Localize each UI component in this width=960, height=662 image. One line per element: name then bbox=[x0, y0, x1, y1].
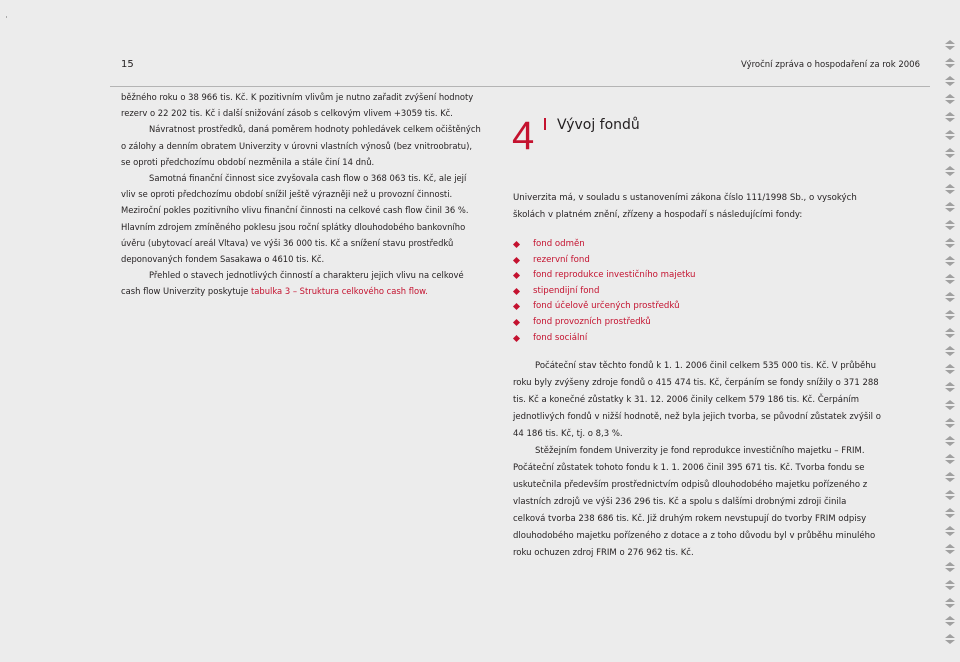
margin-diamond-icon bbox=[944, 112, 956, 122]
margin-diamond-icon bbox=[944, 76, 956, 86]
margin-diamond-icon bbox=[944, 526, 956, 536]
margin-diamond-icon bbox=[944, 436, 956, 446]
margin-diamond-icon bbox=[944, 634, 956, 644]
list-item bbox=[513, 237, 696, 253]
margin-diamond-icon bbox=[944, 544, 956, 554]
left-paragraph-3: Samotná finanční činnost sice zvyšovala cash flow o 368 063 tis. Kč, ale její vliv se oproti předchozímu období snížil ještě výrazněji než u provozní činnosti. Meziroční pokles pozitivního vlivu finanční činnosti na celkové cash flow činil 36 %. Hlavním zdrojem zmíněného poklesu jsou roční splátky dlouhodobého bankovního úvěru (ubytovací areál Vltava) ve výši 36 000 tis. Kč a snížení stavu prostředků deponovaných fondem Sasakawa o 4610 tis. Kč. bbox=[121, 173, 469, 265]
fund-label: fond účelově určených prostředků bbox=[533, 301, 680, 312]
fund-label: fond reprodukce investičního majetku bbox=[533, 270, 696, 281]
margin-diamond-icon bbox=[944, 580, 956, 590]
list-item bbox=[513, 268, 696, 284]
margin-diamond-icon bbox=[944, 58, 956, 68]
section-title: Vývoj fondů bbox=[557, 117, 640, 133]
margin-diamond-icon bbox=[944, 616, 956, 626]
list-item bbox=[513, 331, 696, 347]
margin-diamond-icon bbox=[944, 598, 956, 608]
margin-diamond-icon bbox=[944, 382, 956, 392]
margin-diamond-icon bbox=[944, 130, 956, 140]
diamond-bullet-icon bbox=[513, 241, 520, 248]
list-item bbox=[513, 299, 696, 315]
margin-diamond-icon bbox=[944, 238, 956, 248]
funds-list bbox=[513, 237, 696, 346]
margin-diamond-icon bbox=[944, 40, 956, 50]
margin-diamond-icon bbox=[944, 274, 956, 284]
margin-diamond-icon bbox=[944, 148, 956, 158]
list-item bbox=[513, 315, 696, 331]
margin-diamond-icon bbox=[944, 454, 956, 464]
header-divider bbox=[110, 86, 930, 87]
section-intro bbox=[513, 190, 881, 224]
margin-diamond-icon bbox=[944, 472, 956, 482]
margin-diamond-icon bbox=[944, 310, 956, 320]
right-margin-marks bbox=[940, 0, 960, 662]
fund-label: fond sociální bbox=[533, 332, 588, 343]
left-paragraph-4-text: Přehled o stavech jednotlivých činností a charakteru jejich vlivu na celkové cash flow Univerzity poskytuje bbox=[121, 270, 464, 297]
margin-diamond-icon bbox=[944, 184, 956, 194]
page-number: 15 bbox=[121, 59, 134, 70]
margin-diamond-icon bbox=[944, 220, 956, 230]
right-column bbox=[513, 358, 881, 562]
left-paragraph-4 bbox=[121, 267, 483, 299]
right-paragraph-2: Stěžejním fondem Univerzity je fond reprodukce investičního majetku – FRIM. Počáteční zůstatek tohoto fondu k 1. 1. 2006 činil 395 671 tis. Kč. Tvorba fondu se uskutečnila především prostřednictvím odpisů dlouhodobého majetku pořízeného z vlastních zdrojů ve výši 236 296 tis. Kč a spolu s dalšími drobnými zdroji činila celková tvorba 238 686 tis. Kč. Již druhým rokem nevstupují do tvorby FRIM odpisy dlouhodobého majetku pořízeného z dotace a z toho důvodu byl v průběhu minulého roku ochuzen zdroj FRIM o 276 962 tis. Kč. bbox=[513, 446, 876, 558]
margin-diamond-icon bbox=[944, 256, 956, 266]
right-paragraph-1: Počáteční stav těchto fondů k 1. 1. 2006 činil celkem 535 000 tis. Kč. V průběhu roku byly zvýšeny zdroje fondů o 415 474 tis. Kč, čerpáním se fondy snížily o 371 288 tis. Kč a konečné zůstatky k 31. 12. 2006 činily celkem 579 186 tis. Kč. Čerpáním jednotlivých fondů v nižší hodnotě, než byla jejich tvorba, se původní zůstatek zvýšil o 44 186 tis. Kč, tj. o 8,3 %. bbox=[513, 361, 881, 439]
margin-diamond-icon bbox=[944, 328, 956, 338]
margin-diamond-icon bbox=[944, 490, 956, 500]
section-number-tick bbox=[544, 118, 546, 130]
margin-diamond-icon bbox=[944, 346, 956, 356]
fund-label: rezervní fond bbox=[533, 254, 590, 265]
margin-diamond-icon bbox=[944, 166, 956, 176]
diamond-bullet-icon bbox=[513, 335, 520, 342]
left-paragraph-2: Návratnost prostředků, daná poměrem hodnoty pohledávek celkem očištěných o zálohy a denním obratem Univerzity v úrovni vlastních výnosů (bez vnitroobratu), se oproti předchozímu období nezměnila a stále činí 14 dnů. bbox=[121, 124, 481, 167]
diamond-bullet-icon bbox=[513, 272, 520, 279]
diamond-bullet-icon bbox=[513, 303, 520, 310]
margin-diamond-icon bbox=[944, 508, 956, 518]
diamond-bullet-icon bbox=[513, 319, 520, 326]
list-item bbox=[513, 284, 696, 300]
table-reference-link[interactable]: tabulka 3 – Struktura celkového cash flow. bbox=[250, 286, 428, 297]
margin-diamond-icon bbox=[944, 364, 956, 374]
list-item bbox=[513, 253, 696, 269]
section-number: 4 bbox=[512, 114, 535, 158]
margin-diamond-icon bbox=[944, 94, 956, 104]
margin-diamond-icon bbox=[944, 400, 956, 410]
running-header-title: Výroční zpráva o hospodaření za rok 2006 bbox=[741, 60, 920, 70]
intro-paragraph: Univerzita má, v souladu s ustanoveními zákona číslo 111/1998 Sb., o vysokých školách v platném znění, zřízeny a hospodaří s následujícími fondy: bbox=[513, 193, 857, 220]
diamond-bullet-icon bbox=[513, 288, 520, 295]
margin-diamond-icon bbox=[944, 292, 956, 302]
left-column bbox=[121, 89, 483, 300]
fund-label: fond provozních prostředků bbox=[533, 316, 651, 327]
margin-diamond-icon bbox=[944, 562, 956, 572]
fund-label: fond odměn bbox=[533, 239, 585, 249]
fund-label: stipendijní fond bbox=[533, 285, 600, 296]
diamond-bullet-icon bbox=[513, 257, 520, 264]
margin-diamond-icon bbox=[944, 418, 956, 428]
left-paragraph-1: běžného roku o 38 966 tis. Kč. K pozitivním vlivům je nutno zařadit zvýšení hodnoty rezerv o 22 202 tis. Kč i další snižování zásob s celkovým vlivem +3059 tis. Kč. bbox=[121, 92, 474, 119]
crop-mark bbox=[6, 16, 7, 18]
margin-diamond-icon bbox=[944, 202, 956, 212]
